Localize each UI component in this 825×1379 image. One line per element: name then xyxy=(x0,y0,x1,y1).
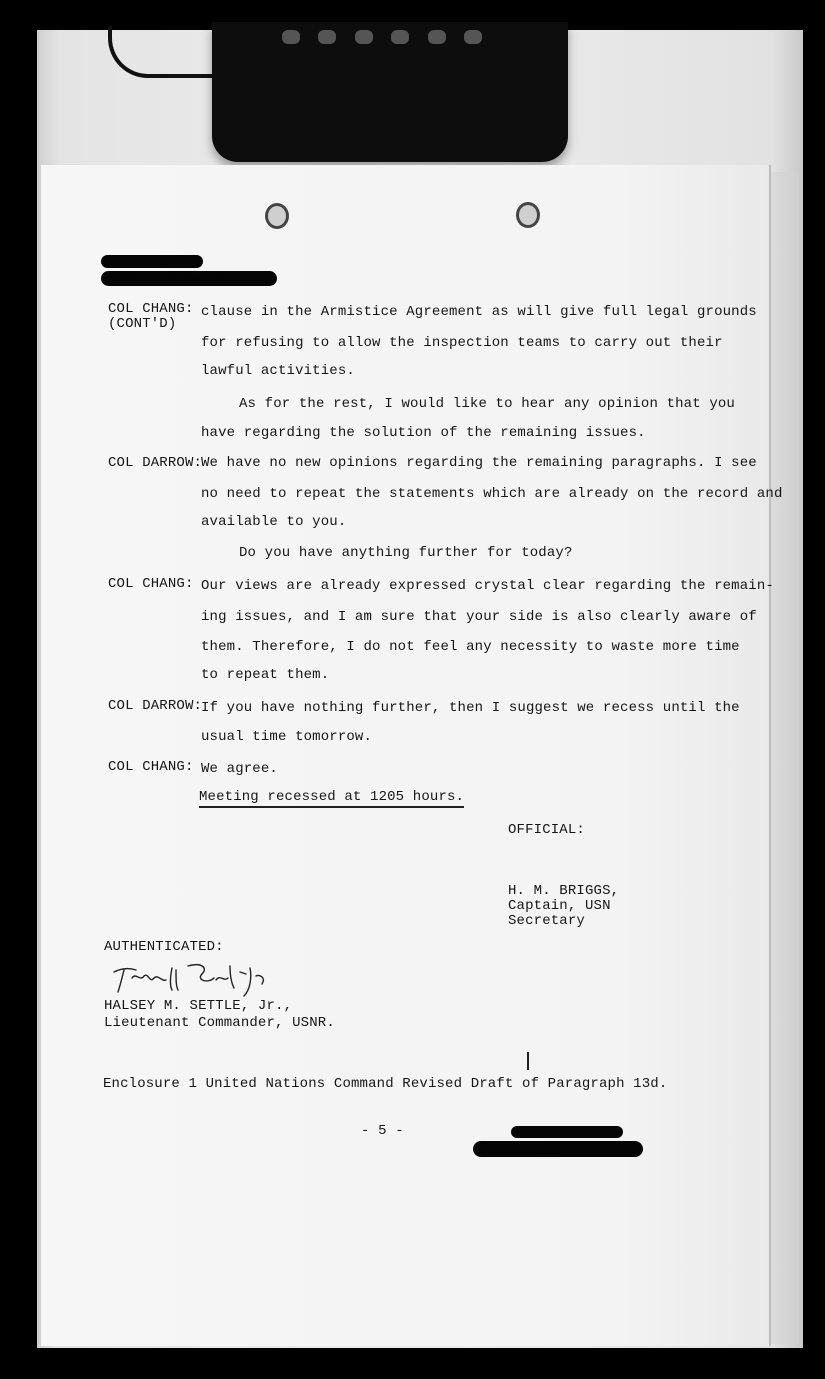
page-number: - 5 - xyxy=(361,1123,404,1139)
official-title: Secretary xyxy=(508,913,585,929)
clip-hole-icon xyxy=(391,30,409,44)
speaker-label: COL CHANG: xyxy=(108,301,194,317)
document-page xyxy=(41,165,783,1346)
authenticator-name: HALSEY M. SETTLE, Jr., xyxy=(104,998,293,1014)
clip-hole-icon xyxy=(464,30,482,44)
dialogue-line: them. Therefore, I do not feel any necessity to waste more time xyxy=(201,639,740,655)
enclosure-line: Enclosure 1 United Nations Command Revised Draft of Paragraph 13d. xyxy=(103,1076,668,1092)
classification-label: SECURITY INFORMATION xyxy=(107,273,228,284)
authenticated-label: AUTHENTICATED: xyxy=(104,939,224,955)
clip-hole-icon xyxy=(282,30,300,44)
binder-clip xyxy=(212,22,568,162)
punch-hole-right-icon xyxy=(516,202,540,228)
closing-note: Meeting recessed at 1205 hours. xyxy=(199,789,464,808)
signature-icon xyxy=(110,958,270,998)
page-edge xyxy=(769,172,799,1344)
speaker-label: COL DARROW: xyxy=(108,455,203,471)
dialogue-line: no need to repeat the statements which are already on the record and xyxy=(201,486,783,502)
official-rank: Captain, USN xyxy=(508,898,611,914)
authenticator-rank: Lieutenant Commander, USNR. xyxy=(104,1015,335,1031)
clip-holes xyxy=(282,30,482,48)
redaction-bar-bottom-top xyxy=(511,1126,623,1138)
speaker-note: (CONT'D) xyxy=(108,316,177,332)
punch-hole-left-icon xyxy=(265,203,289,229)
dialogue-line: Do you have anything further for today? xyxy=(239,545,573,561)
dialogue-line: We agree. xyxy=(201,761,278,777)
redaction-bar-bottom xyxy=(473,1141,643,1157)
dialogue-line: ing issues, and I am sure that your side is also clearly aware of xyxy=(201,609,757,625)
official-name: H. M. BRIGGS, xyxy=(508,883,620,899)
official-label: OFFICIAL: xyxy=(508,822,585,838)
dialogue-line: have regarding the solution of the remaining issues. xyxy=(201,425,646,441)
dialogue-line: clause in the Armistice Agreement as will give full legal grounds xyxy=(201,304,757,320)
speaker-label: COL CHANG: xyxy=(108,576,194,592)
clip-hole-icon xyxy=(428,30,446,44)
speaker-label: COL DARROW: xyxy=(108,698,203,714)
dialogue-line: lawful activities. xyxy=(201,363,355,379)
clip-hole-icon xyxy=(318,30,336,44)
dialogue-line: We have no new opinions regarding the remaining paragraphs. I see xyxy=(201,455,757,471)
dialogue-line: available to you. xyxy=(201,514,347,530)
speaker-label: COL CHANG: xyxy=(108,759,194,775)
pen-tick-mark xyxy=(527,1052,529,1070)
redaction-bar-classification xyxy=(101,271,277,286)
redaction-bar-top xyxy=(101,255,203,268)
dialogue-line: If you have nothing further, then I suggest we recess until the xyxy=(201,700,740,716)
dialogue-line: As for the rest, I would like to hear any opinion that you xyxy=(239,396,735,412)
dialogue-line: usual time tomorrow. xyxy=(201,729,373,745)
dialogue-line: to repeat them. xyxy=(201,667,330,683)
dialogue-line: for refusing to allow the inspection teams to carry out their xyxy=(201,335,723,351)
clip-hole-icon xyxy=(355,30,373,44)
dialogue-line: Our views are already expressed crystal clear regarding the remain- xyxy=(201,578,774,594)
